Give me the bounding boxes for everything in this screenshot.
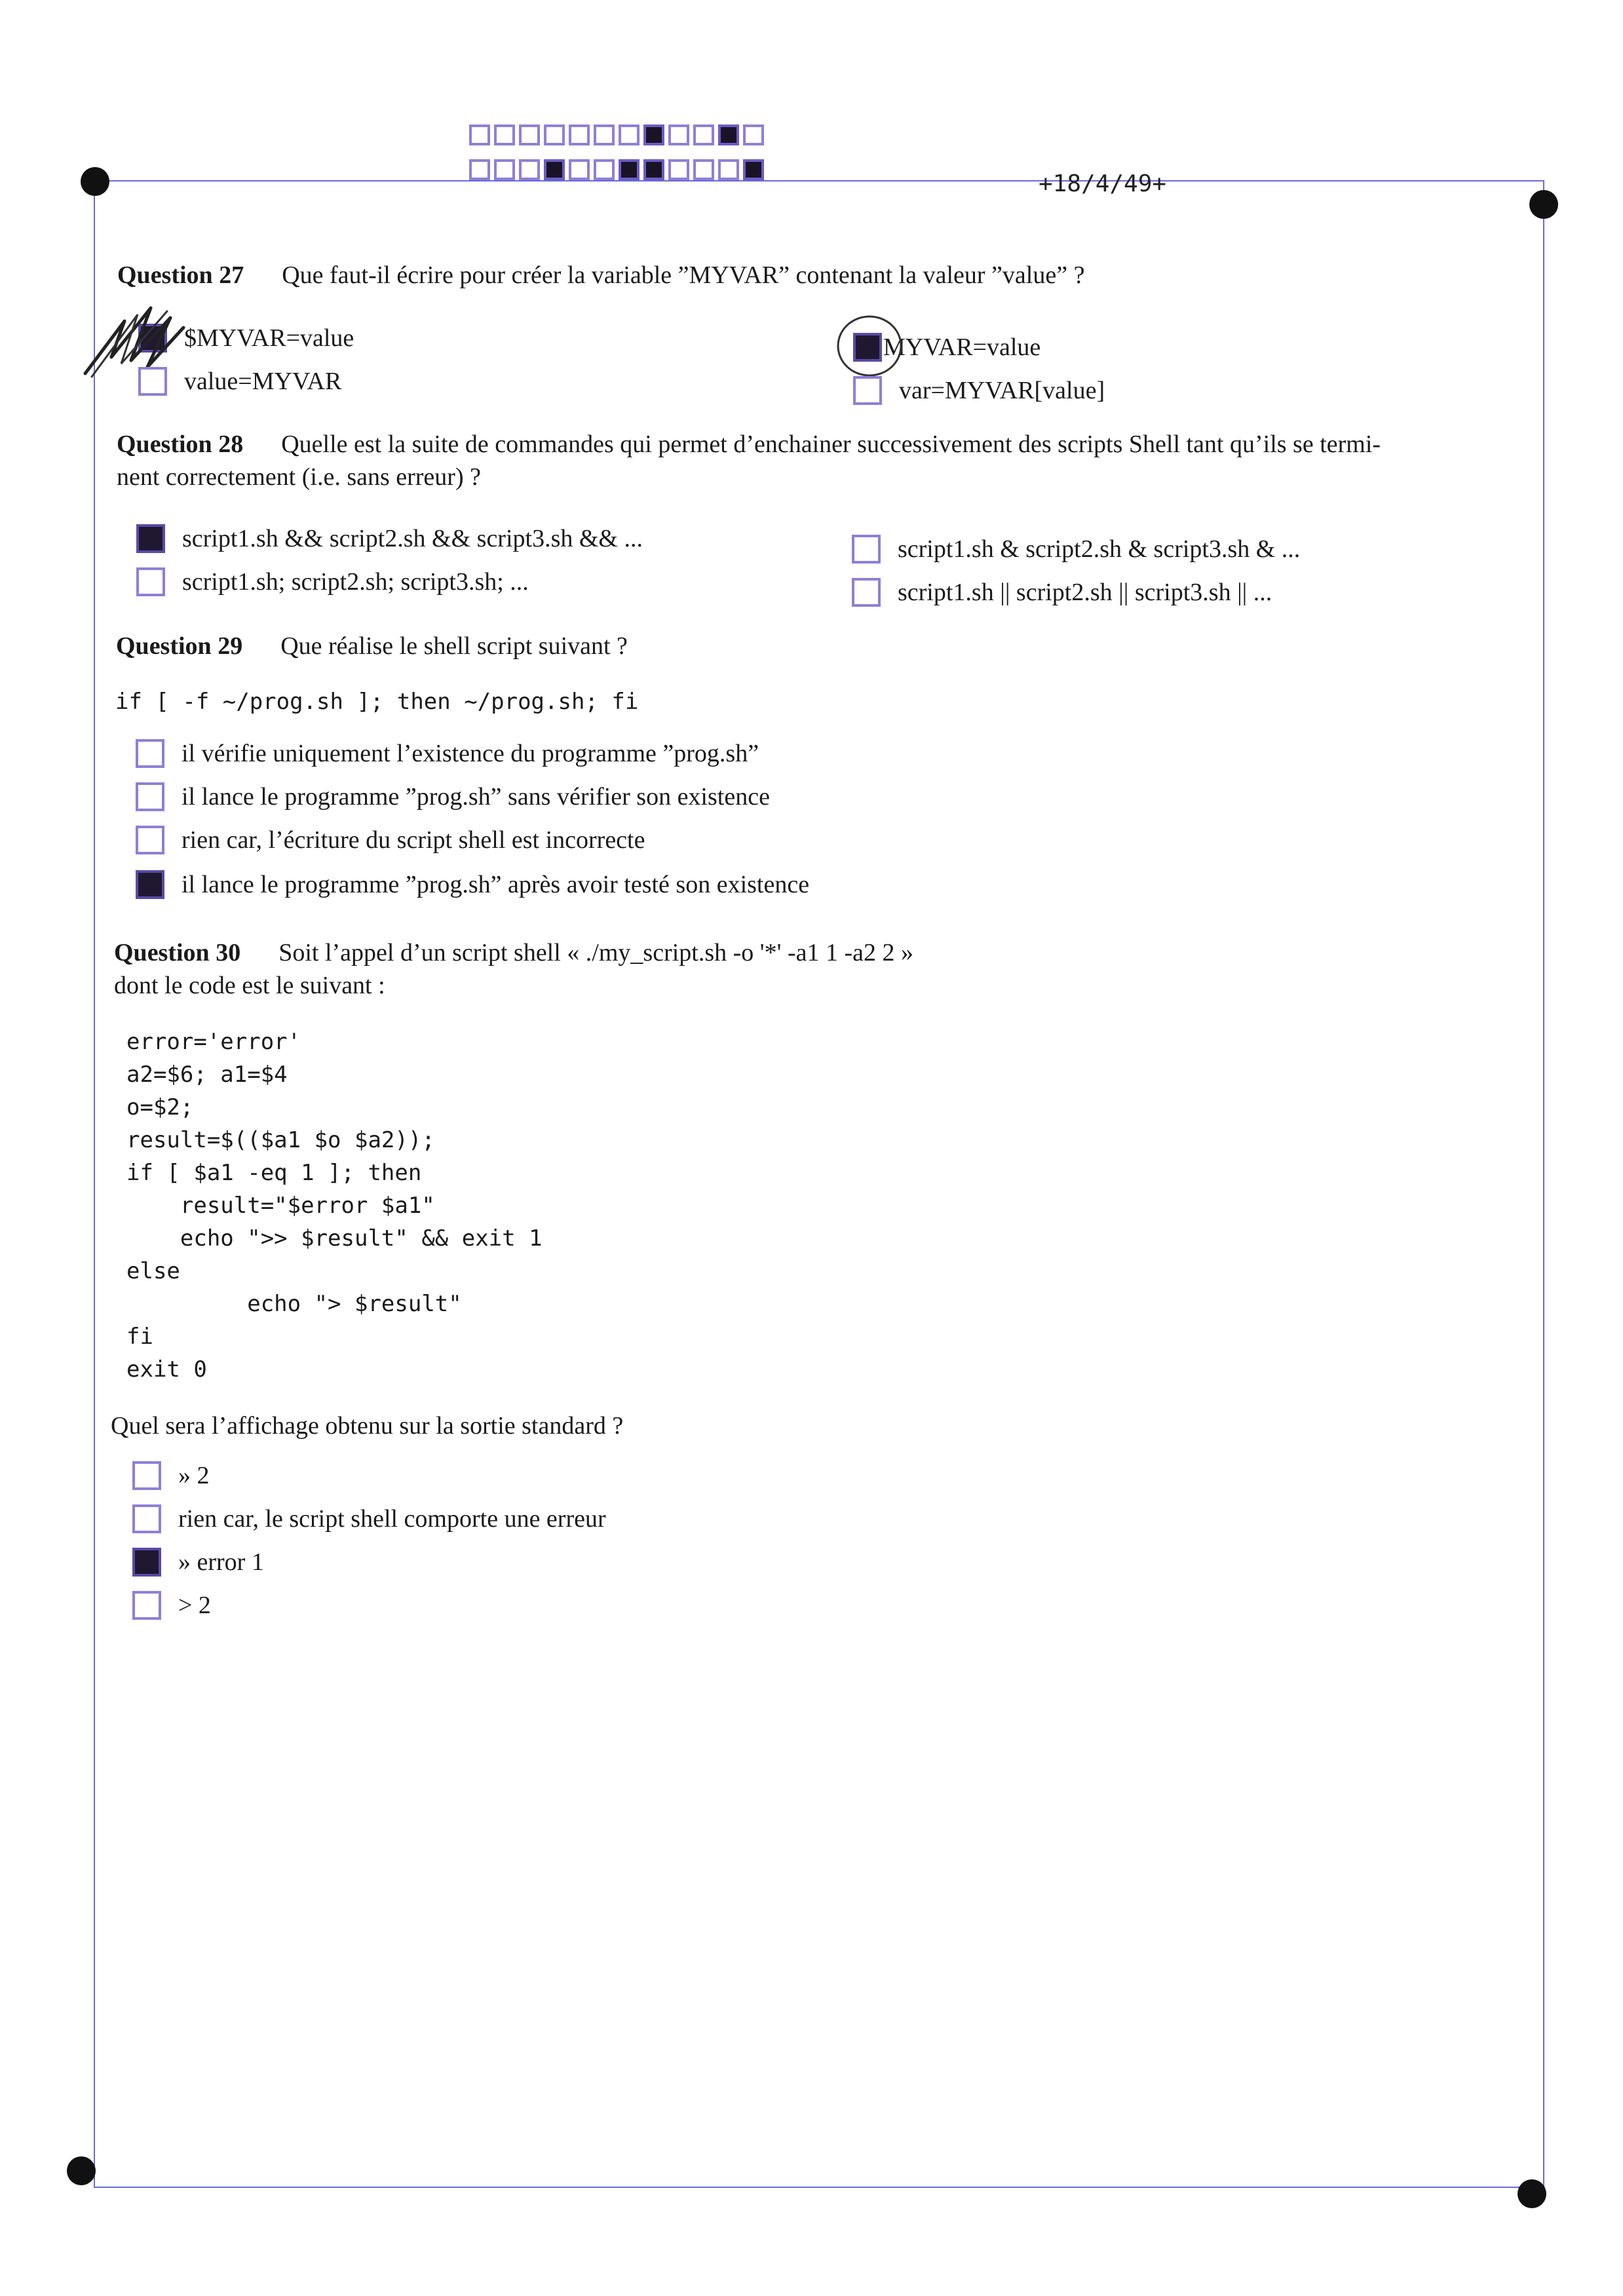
- checkbox[interactable]: [853, 376, 882, 405]
- option-label: rien car, l’écriture du script shell est incorrecte: [181, 826, 645, 854]
- question-text-line-2: nent correctement (i.e. sans erreur) ?: [117, 463, 481, 491]
- checkbox[interactable]: [852, 535, 881, 564]
- registration-mark-top-left: [81, 167, 109, 196]
- option-label: il vérifie uniquement l’existence du programme ”prog.sh”: [181, 740, 759, 767]
- q29-option-d[interactable]: [136, 870, 809, 899]
- q28-option-c[interactable]: [852, 535, 1300, 564]
- question-number: Question 30: [114, 939, 241, 966]
- question-29: [116, 630, 628, 662]
- q28-option-b[interactable]: [136, 567, 529, 596]
- checkbox[interactable]: [136, 782, 164, 811]
- id-cell: [643, 159, 664, 180]
- checkbox[interactable]: [853, 333, 882, 362]
- q27-option-c[interactable]: [853, 333, 1041, 362]
- q28-option-d[interactable]: [852, 578, 1272, 607]
- registration-mark-bottom-right: [1518, 2179, 1546, 2208]
- id-cell: [619, 124, 640, 145]
- question-text-line-2: dont le code est le suivant :: [114, 972, 385, 999]
- id-cell: [718, 124, 739, 145]
- id-cell: [693, 159, 714, 180]
- checkbox[interactable]: [138, 324, 167, 353]
- q30-option-c[interactable]: [132, 1548, 264, 1577]
- option-label: script1.sh & script2.sh & script3.sh & ...: [898, 535, 1301, 563]
- q29-option-b[interactable]: [136, 782, 770, 811]
- checkbox[interactable]: [138, 367, 167, 396]
- option-label: » 2: [178, 1462, 210, 1489]
- id-cell: [544, 159, 565, 180]
- question-30-prompt: [111, 1410, 623, 1442]
- code-snippet: if [ -f ~/prog.sh ]; then ~/prog.sh; fi: [115, 689, 639, 715]
- option-label: il lance le programme ”prog.sh” sans vérifier son existence: [181, 783, 770, 811]
- checkbox[interactable]: [136, 826, 164, 854]
- q28-option-a[interactable]: [136, 524, 643, 553]
- question-text-line-1: Quelle est la suite de commandes qui permet d’enchainer successivement des scripts Shell tant qu’ils se termi-: [281, 430, 1381, 458]
- q30-option-d[interactable]: [132, 1591, 211, 1620]
- option-label: script1.sh && script2.sh && script3.sh && ...: [182, 525, 643, 552]
- checkbox[interactable]: [136, 870, 164, 899]
- question-text-line-1: Soit l’appel d’un script shell « ./my_script.sh -o '*' -a1 1 -a2 2 »: [278, 939, 914, 966]
- option-label: script1.sh || script2.sh || script3.sh || ...: [898, 579, 1272, 606]
- id-cell: [544, 124, 565, 145]
- id-cell: [643, 124, 664, 145]
- option-label: il lance le programme ”prog.sh” après avoir testé son existence: [181, 871, 810, 898]
- question-28-continued: [117, 461, 481, 493]
- checkbox[interactable]: [136, 524, 165, 553]
- id-cell: [718, 159, 739, 180]
- checkbox[interactable]: [132, 1504, 161, 1533]
- id-cell: [519, 159, 540, 180]
- checkbox[interactable]: [136, 739, 164, 768]
- option-label: value=MYVAR: [184, 368, 342, 395]
- question-prompt: Quel sera l’affichage obtenu sur la sortie standard ?: [111, 1412, 624, 1440]
- option-label: var=MYVAR[value]: [899, 377, 1105, 404]
- q29-option-a[interactable]: [136, 739, 759, 768]
- question-number: Question 29: [116, 632, 243, 660]
- question-30: [114, 937, 913, 968]
- id-cell: [569, 124, 590, 145]
- question-text: Que faut-il écrire pour créer la variable ”MYVAR” contenant la valeur ”value” ?: [282, 261, 1085, 289]
- id-cell: [569, 159, 590, 180]
- q30-option-b[interactable]: [132, 1504, 606, 1533]
- checkbox[interactable]: [136, 567, 165, 596]
- question-28: [117, 429, 1381, 460]
- option-label: $MYVAR=value: [184, 324, 354, 352]
- option-label: rien car, le script shell comporte une erreur: [178, 1505, 606, 1533]
- q27-option-d[interactable]: [853, 376, 1105, 405]
- id-code-row-1: [469, 124, 764, 145]
- id-cell: [693, 124, 714, 145]
- option-label: » error 1: [178, 1548, 264, 1576]
- id-cell: [743, 124, 764, 145]
- id-code-row-2: [469, 159, 764, 180]
- checkbox[interactable]: [132, 1591, 161, 1620]
- page-id: +18/4/49+: [1039, 170, 1167, 197]
- option-label: > 2: [178, 1592, 211, 1619]
- registration-mark-bottom-left: [67, 2156, 96, 2185]
- question-number: Question 27: [117, 261, 244, 289]
- id-cell: [469, 159, 490, 180]
- id-cell: [494, 159, 515, 180]
- question-number: Question 28: [117, 430, 244, 458]
- q27-option-b[interactable]: [138, 367, 341, 396]
- id-cell: [743, 159, 764, 180]
- question-text: Que réalise le shell script suivant ?: [280, 632, 628, 660]
- q27-option-a[interactable]: [138, 324, 354, 353]
- id-cell: [594, 124, 615, 145]
- question-27: [117, 259, 1084, 291]
- id-cell: [469, 124, 490, 145]
- checkbox[interactable]: [132, 1548, 161, 1577]
- id-cell: [594, 159, 615, 180]
- checkbox[interactable]: [132, 1461, 161, 1490]
- id-cell: [494, 124, 515, 145]
- option-label: script1.sh; script2.sh; script3.sh; ...: [182, 568, 529, 596]
- option-label: MYVAR=value: [883, 334, 1041, 361]
- id-cell: [668, 124, 689, 145]
- code-block: error='error' a2=$6; a1=$4 o=$2; result=$(($a1 $o $a2)); if [ $a1 -eq 1 ]; then result="$error $a1" echo ">> $result" && exit 1 else echo "> $result" fi exit 0: [126, 1029, 543, 1383]
- checkbox[interactable]: [852, 578, 881, 607]
- q29-option-c[interactable]: [136, 826, 645, 854]
- question-30-continued: [114, 970, 385, 1001]
- registration-mark-top-right: [1529, 190, 1558, 219]
- q30-option-a[interactable]: [132, 1461, 210, 1490]
- id-cell: [519, 124, 540, 145]
- id-cell: [668, 159, 689, 180]
- id-cell: [619, 159, 640, 180]
